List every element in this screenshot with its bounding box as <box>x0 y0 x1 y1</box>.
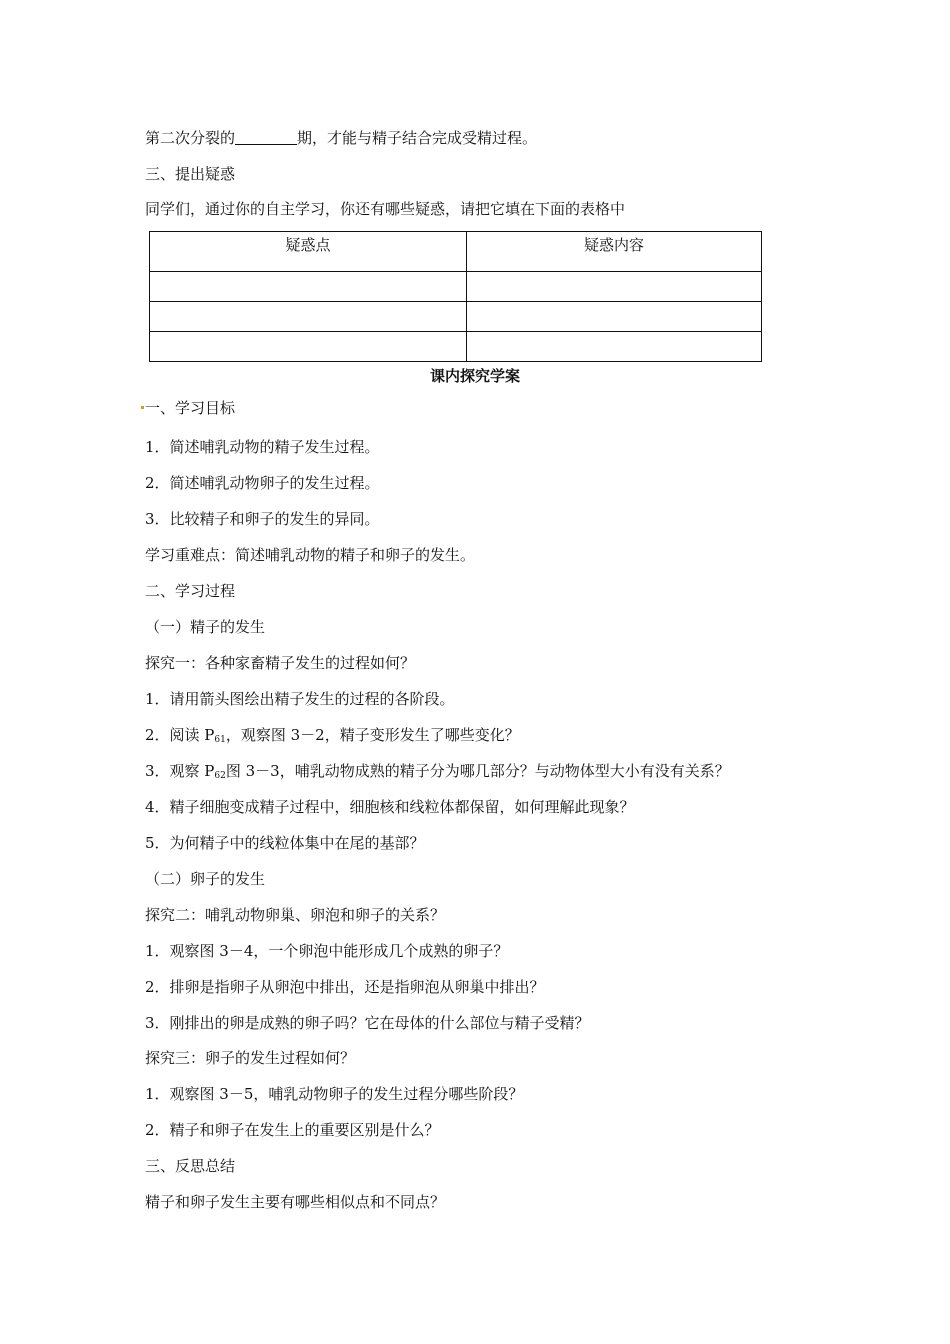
subsection-heading: （一）精子的发生 <box>145 618 266 636</box>
explore-heading: 探究一：各种家畜精子发生的过程如何？ <box>145 654 416 672</box>
table-header-row <box>150 232 762 272</box>
reflect-heading: 三、反思总结 <box>145 1157 236 1175</box>
process-heading: 二、学习过程 <box>145 582 236 600</box>
list-item: 1．请用箭头图绘出精子发生的过程的各阶段。 <box>145 690 455 708</box>
list-item <box>145 725 520 750</box>
explore-heading: 探究二：哺乳动物卵巢、卵泡和卵子的关系？ <box>145 906 446 924</box>
list-item: 3．刚排出的卵是成熟的卵子吗？它在母体的什么部位与精子受精？ <box>145 1014 590 1032</box>
question-text: 2．阅读 P <box>145 726 215 744</box>
list-item: 3．比较精子和卵子的发生的异同。 <box>145 510 380 528</box>
list-item: 2．精子和卵子在发生上的重要区别是什么？ <box>145 1121 440 1139</box>
table-row <box>150 302 762 332</box>
section-heading: 三、提出疑惑 <box>145 165 236 183</box>
table-cell[interactable] <box>467 332 762 362</box>
list-item <box>145 761 730 786</box>
table-cell[interactable] <box>150 332 467 362</box>
margin-dot-mark <box>141 406 144 409</box>
page-ref-subscript: 61 <box>214 735 226 745</box>
page-ref-subscript: 62 <box>214 771 226 781</box>
table-cell[interactable] <box>150 302 467 332</box>
intro-text-pre: 第二次分裂的 <box>145 129 236 147</box>
answer-blank[interactable] <box>235 130 297 145</box>
list-item: 4．精子细胞变成精子过程中，细胞核和线粒体都保留，如何理解此现象？ <box>145 798 635 816</box>
explore-heading: 探究三：卵子的发生过程如何？ <box>145 1049 356 1067</box>
goals-heading: 一、学习目标 <box>145 399 236 417</box>
table-header-cell: 疑惑点 <box>150 232 467 272</box>
list-item: 1．观察图 3－5，哺乳动物卵子的发生过程分哪些阶段？ <box>145 1085 524 1103</box>
list-item: 2．简述哺乳动物卵子的发生过程。 <box>145 474 380 492</box>
list-item: 5．为何精子中的线粒体集中在尾的基部？ <box>145 834 425 852</box>
list-item: 2．排卵是指卵子从卵泡中排出，还是指卵泡从卵巢中排出？ <box>145 978 545 996</box>
page-title: 课内探究学案 <box>429 367 520 385</box>
intro-text-post: 期，才能与精子结合完成受精过程。 <box>297 129 538 147</box>
question-table <box>149 231 762 362</box>
list-item: 1．观察图 3－4，一个卵泡中能形成几个成熟的卵子？ <box>145 942 509 960</box>
table-row <box>150 332 762 362</box>
table-header-cell: 疑惑内容 <box>467 232 762 272</box>
table-cell[interactable] <box>150 272 467 302</box>
subsection-heading: （二）卵子的发生 <box>145 870 266 888</box>
intro-line <box>145 128 537 148</box>
table-cell[interactable] <box>467 302 762 332</box>
list-item: 1．简述哺乳动物的精子发生过程。 <box>145 438 380 456</box>
section-intro: 同学们，通过你的自主学习，你还有哪些疑惑，请把它填在下面的表格中 <box>145 200 626 218</box>
question-text: ，观察图 3－2，精子变形发生了哪些变化？ <box>225 726 520 744</box>
table-cell[interactable] <box>467 272 762 302</box>
question-text: 3．观察 P <box>145 762 215 780</box>
question-text: 图 3－3，哺乳动物成熟的精子分为哪几部分？与动物体型大小有没有关系？ <box>225 762 730 780</box>
table-row <box>150 272 762 302</box>
reflect-question: 精子和卵子发生主要有哪些相似点和不同点？ <box>145 1193 446 1211</box>
key-point: 学习重难点：简述哺乳动物的精子和卵子的发生。 <box>145 546 476 564</box>
